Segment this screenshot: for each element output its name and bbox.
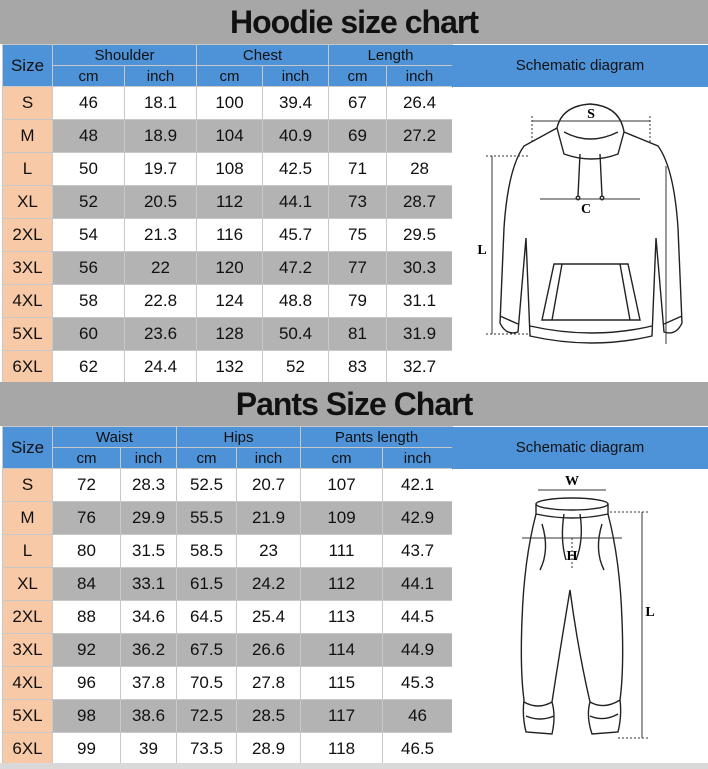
value-cell: 108 xyxy=(197,153,263,186)
value-cell: 132 xyxy=(197,351,263,384)
value-cell: 99 xyxy=(53,733,121,766)
value-cell: 114 xyxy=(301,634,383,667)
value-cell: 44.9 xyxy=(383,634,453,667)
value-cell: 98 xyxy=(53,700,121,733)
value-cell: 118 xyxy=(301,733,383,766)
diagram-label-c: C xyxy=(580,202,592,217)
size-cell: 2XL xyxy=(3,601,53,634)
unit-header: cm xyxy=(177,448,237,469)
value-cell: 88 xyxy=(53,601,121,634)
value-cell: 34.6 xyxy=(121,601,177,634)
size-cell: S xyxy=(3,87,53,120)
value-cell: 42.9 xyxy=(383,502,453,535)
value-cell: 24.2 xyxy=(237,568,301,601)
hoodie-schematic-diagram xyxy=(452,88,708,382)
value-cell: 32.7 xyxy=(387,351,453,384)
value-cell: 21.3 xyxy=(125,219,197,252)
value-cell: 45.7 xyxy=(263,219,329,252)
value-cell: 18.1 xyxy=(125,87,197,120)
value-cell: 28.9 xyxy=(237,733,301,766)
value-cell: 69 xyxy=(329,120,387,153)
unit-header: inch xyxy=(237,448,301,469)
value-cell: 20.7 xyxy=(237,469,301,502)
value-cell: 52 xyxy=(53,186,125,219)
value-cell: 50 xyxy=(53,153,125,186)
value-cell: 38.6 xyxy=(121,700,177,733)
size-cell: S xyxy=(3,469,53,502)
value-cell: 31.1 xyxy=(387,285,453,318)
bottom-strip xyxy=(0,763,708,769)
value-cell: 111 xyxy=(301,535,383,568)
table-row xyxy=(3,601,453,634)
value-cell: 48 xyxy=(53,120,125,153)
value-cell: 39 xyxy=(121,733,177,766)
size-cell: L xyxy=(3,153,53,186)
value-cell: 31.9 xyxy=(387,318,453,351)
diagram-label-l: L xyxy=(645,605,655,620)
table-row xyxy=(3,87,453,120)
unit-header: inch xyxy=(263,66,329,87)
value-cell: 56 xyxy=(53,252,125,285)
value-cell: 50.4 xyxy=(263,318,329,351)
value-cell: 46 xyxy=(53,87,125,120)
value-cell: 60 xyxy=(53,318,125,351)
unit-header: inch xyxy=(121,448,177,469)
value-cell: 42.5 xyxy=(263,153,329,186)
table-row xyxy=(3,568,453,601)
value-cell: 44.5 xyxy=(383,601,453,634)
unit-header: cm xyxy=(197,66,263,87)
size-cell: 4XL xyxy=(3,285,53,318)
value-cell: 27.2 xyxy=(387,120,453,153)
value-cell: 72.5 xyxy=(177,700,237,733)
value-cell: 55.5 xyxy=(177,502,237,535)
value-cell: 77 xyxy=(329,252,387,285)
table-row xyxy=(3,252,453,285)
table-row xyxy=(3,733,453,766)
unit-header: cm xyxy=(329,66,387,87)
value-cell: 22 xyxy=(125,252,197,285)
value-cell: 25.4 xyxy=(237,601,301,634)
value-cell: 83 xyxy=(329,351,387,384)
value-cell: 76 xyxy=(53,502,121,535)
unit-header: inch xyxy=(383,448,453,469)
diagram-label-l: L xyxy=(477,243,487,258)
size-cell: XL xyxy=(3,186,53,219)
table-row xyxy=(3,502,453,535)
value-cell: 96 xyxy=(53,667,121,700)
pants-size-table xyxy=(2,426,453,766)
size-column-header: Size xyxy=(3,45,53,87)
value-cell: 117 xyxy=(301,700,383,733)
chest-header: Chest xyxy=(197,45,329,66)
table-row xyxy=(3,186,453,219)
value-cell: 45.3 xyxy=(383,667,453,700)
size-cell: M xyxy=(3,120,53,153)
value-cell: 71 xyxy=(329,153,387,186)
value-cell: 128 xyxy=(197,318,263,351)
value-cell: 107 xyxy=(301,469,383,502)
value-cell: 115 xyxy=(301,667,383,700)
table-row xyxy=(3,351,453,384)
value-cell: 46.5 xyxy=(383,733,453,766)
value-cell: 58 xyxy=(53,285,125,318)
size-cell: XL xyxy=(3,568,53,601)
value-cell: 109 xyxy=(301,502,383,535)
size-cell: 2XL xyxy=(3,219,53,252)
diagram-label-w: W xyxy=(565,474,579,489)
value-cell: 80 xyxy=(53,535,121,568)
size-cell: 6XL xyxy=(3,733,53,766)
diagram-label-s: S xyxy=(587,107,595,122)
value-cell: 42.1 xyxy=(383,469,453,502)
size-cell: 3XL xyxy=(3,252,53,285)
value-cell: 79 xyxy=(329,285,387,318)
value-cell: 39.4 xyxy=(263,87,329,120)
value-cell: 28.3 xyxy=(121,469,177,502)
table-row xyxy=(3,535,453,568)
pants-length-header: Pants length xyxy=(301,427,453,448)
size-cell: 5XL xyxy=(3,700,53,733)
value-cell: 40.9 xyxy=(263,120,329,153)
unit-header: cm xyxy=(301,448,383,469)
value-cell: 52 xyxy=(263,351,329,384)
value-cell: 112 xyxy=(301,568,383,601)
value-cell: 30.3 xyxy=(387,252,453,285)
value-cell: 61.5 xyxy=(177,568,237,601)
value-cell: 36.2 xyxy=(121,634,177,667)
size-cell: 6XL xyxy=(3,351,53,384)
table-row xyxy=(3,667,453,700)
value-cell: 92 xyxy=(53,634,121,667)
size-cell: L xyxy=(3,535,53,568)
value-cell: 54 xyxy=(53,219,125,252)
table-row xyxy=(3,120,453,153)
diagram-label-h: H xyxy=(566,549,578,564)
table-row xyxy=(3,469,453,502)
value-cell: 46 xyxy=(383,700,453,733)
value-cell: 43.7 xyxy=(383,535,453,568)
value-cell: 48.8 xyxy=(263,285,329,318)
value-cell: 23 xyxy=(237,535,301,568)
pants-section xyxy=(0,382,708,769)
value-cell: 52.5 xyxy=(177,469,237,502)
value-cell: 73 xyxy=(329,186,387,219)
value-cell: 113 xyxy=(301,601,383,634)
waist-header: Waist xyxy=(53,427,177,448)
value-cell: 72 xyxy=(53,469,121,502)
table-row xyxy=(3,219,453,252)
value-cell: 100 xyxy=(197,87,263,120)
value-cell: 31.5 xyxy=(121,535,177,568)
hoodie-schematic-header: Schematic diagram xyxy=(452,45,708,87)
hoodie-title: Hoodie size chart xyxy=(0,0,708,44)
value-cell: 22.8 xyxy=(125,285,197,318)
shoulder-header: Shoulder xyxy=(53,45,197,66)
value-cell: 44.1 xyxy=(263,186,329,219)
value-cell: 44.1 xyxy=(383,568,453,601)
hoodie-section xyxy=(0,0,708,382)
value-cell: 24.4 xyxy=(125,351,197,384)
size-cell: M xyxy=(3,502,53,535)
value-cell: 62 xyxy=(53,351,125,384)
value-cell: 23.6 xyxy=(125,318,197,351)
unit-header: inch xyxy=(387,66,453,87)
value-cell: 124 xyxy=(197,285,263,318)
table-row xyxy=(3,700,453,733)
value-cell: 37.8 xyxy=(121,667,177,700)
value-cell: 29.9 xyxy=(121,502,177,535)
table-row xyxy=(3,634,453,667)
value-cell: 64.5 xyxy=(177,601,237,634)
pants-illustration xyxy=(452,470,708,763)
value-cell: 104 xyxy=(197,120,263,153)
length-header: Length xyxy=(329,45,453,66)
table-row xyxy=(3,285,453,318)
unit-header: inch xyxy=(125,66,197,87)
value-cell: 67 xyxy=(329,87,387,120)
value-cell: 120 xyxy=(197,252,263,285)
unit-header: cm xyxy=(53,66,125,87)
value-cell: 20.5 xyxy=(125,186,197,219)
value-cell: 28.7 xyxy=(387,186,453,219)
pants-schematic-diagram xyxy=(452,470,708,763)
value-cell: 84 xyxy=(53,568,121,601)
value-cell: 28.5 xyxy=(237,700,301,733)
value-cell: 75 xyxy=(329,219,387,252)
value-cell: 67.5 xyxy=(177,634,237,667)
value-cell: 73.5 xyxy=(177,733,237,766)
pants-title: Pants Size Chart xyxy=(0,382,708,426)
size-column-header: Size xyxy=(3,427,53,469)
value-cell: 81 xyxy=(329,318,387,351)
hoodie-size-table xyxy=(2,44,453,384)
value-cell: 27.8 xyxy=(237,667,301,700)
value-cell: 18.9 xyxy=(125,120,197,153)
hips-header: Hips xyxy=(177,427,301,448)
table-row xyxy=(3,153,453,186)
value-cell: 21.9 xyxy=(237,502,301,535)
value-cell: 29.5 xyxy=(387,219,453,252)
value-cell: 26.4 xyxy=(387,87,453,120)
size-cell: 5XL xyxy=(3,318,53,351)
value-cell: 70.5 xyxy=(177,667,237,700)
value-cell: 47.2 xyxy=(263,252,329,285)
size-cell: 3XL xyxy=(3,634,53,667)
value-cell: 19.7 xyxy=(125,153,197,186)
hoodie-illustration xyxy=(452,88,708,382)
value-cell: 58.5 xyxy=(177,535,237,568)
unit-header: cm xyxy=(53,448,121,469)
value-cell: 26.6 xyxy=(237,634,301,667)
value-cell: 116 xyxy=(197,219,263,252)
value-cell: 33.1 xyxy=(121,568,177,601)
value-cell: 112 xyxy=(197,186,263,219)
pants-schematic-header: Schematic diagram xyxy=(452,427,708,469)
value-cell: 28 xyxy=(387,153,453,186)
size-cell: 4XL xyxy=(3,667,53,700)
table-row xyxy=(3,318,453,351)
